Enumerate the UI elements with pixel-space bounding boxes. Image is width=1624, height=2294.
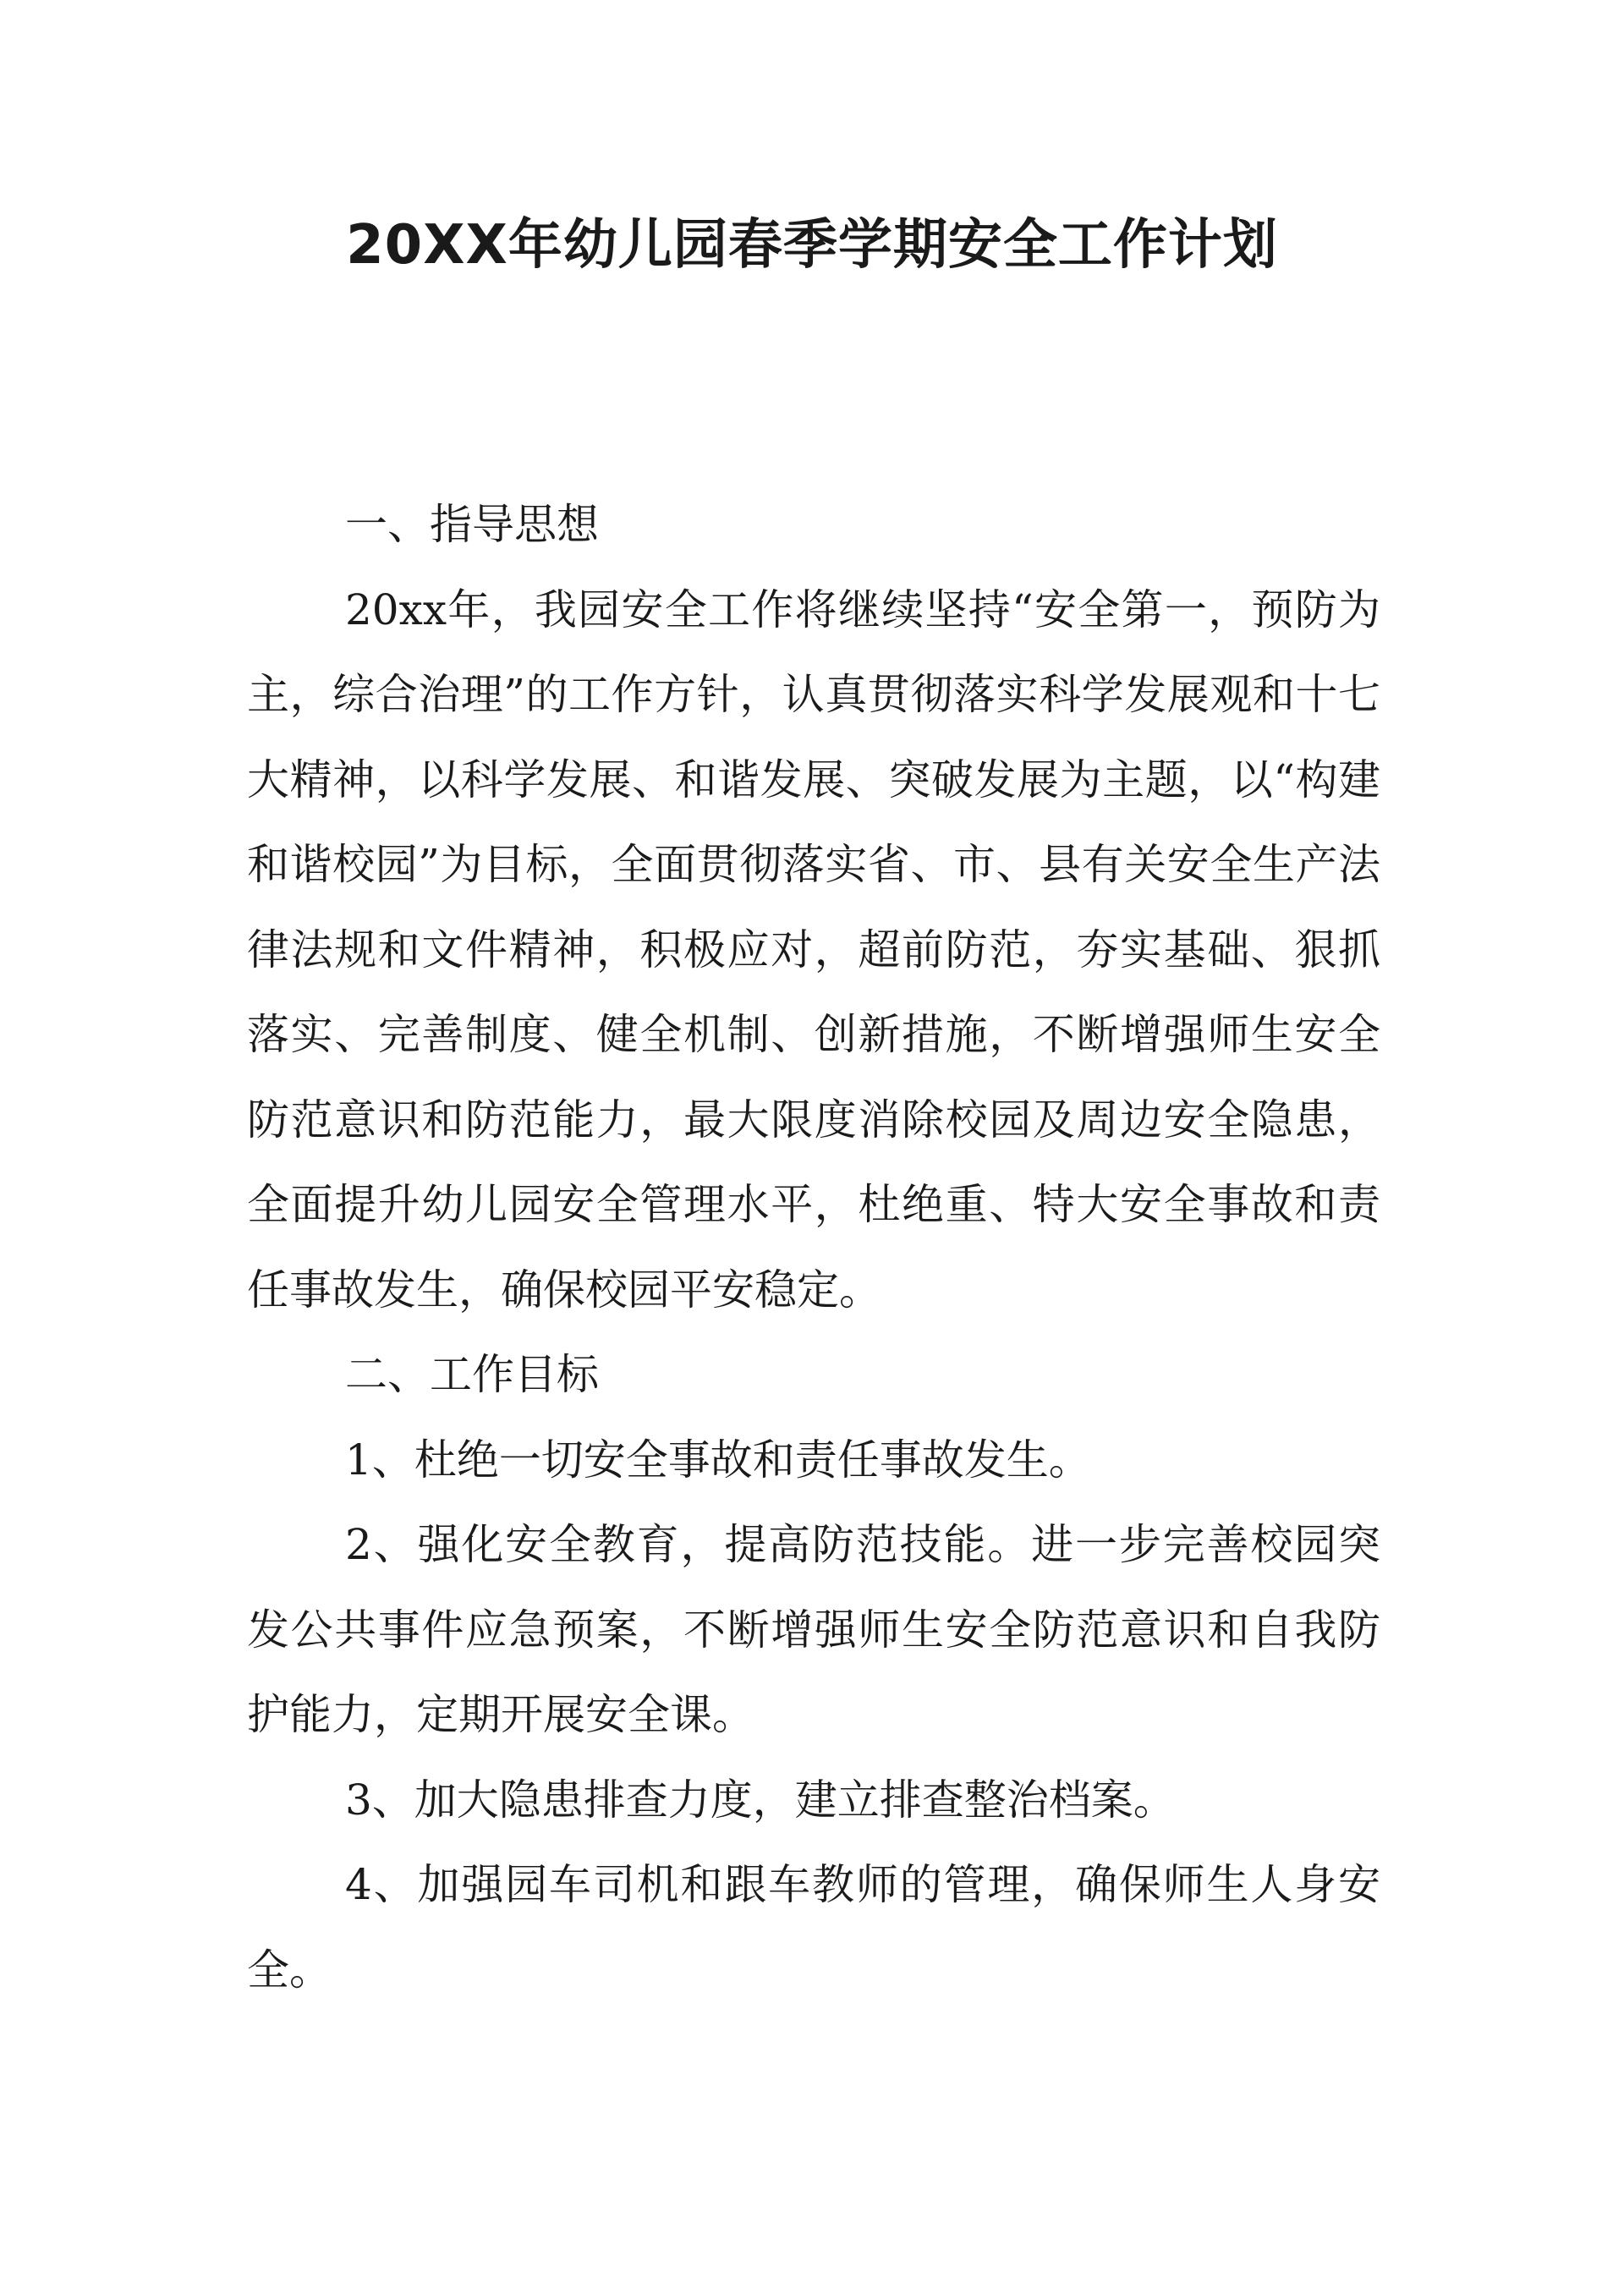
paragraph-guiding-ideology: 20xx年，我园安全工作将继续坚持“安全第一，预防为主，综合治理”的工作方针，认真贯彻落实科学发展观和十七大精神，以科学发展、和谐发展、突破发展为主题，以“构建和谐校园”为目标，全面贯彻落实省、市、县有关安全生产法律法规和文件精神，积极应对，超前防范，夯实基础、狠抓落实、完善制度、健全机制、创新措施，不断增强师生安全防范意识和防范能力，最大限度消除校园及周边安全隐患，全面提升幼儿园安全管理水平，杜绝重、特大安全事故和责任事故发生，确保校园平安稳定。 <box>247 584 1380 1314</box>
goal-item-2: 2、强化安全教育，提高防范技能。进一步完善校园突发公共事件应急预案，不断增强师生安全防范意识和自我防护能力，定期开展安全课。 <box>247 1520 1380 1739</box>
goal-item-3: 3、加大隐患排查力度，建立排查整治档案。 <box>345 1775 1176 1825</box>
goal-item-1: 1、杜绝一切安全事故和责任事故发生。 <box>345 1435 1091 1485</box>
document-title: 20XX年幼儿园春季学期安全工作计划 <box>346 214 1278 277</box>
section-heading-guiding-ideology: 一、指导思想 <box>345 500 599 549</box>
section-heading-work-goals: 二、工作目标 <box>345 1350 599 1399</box>
document-body <box>247 482 1380 2012</box>
goal-item-4: 4、加强园车司机和跟车教师的管理，确保师生人身安全。 <box>247 1860 1380 1995</box>
